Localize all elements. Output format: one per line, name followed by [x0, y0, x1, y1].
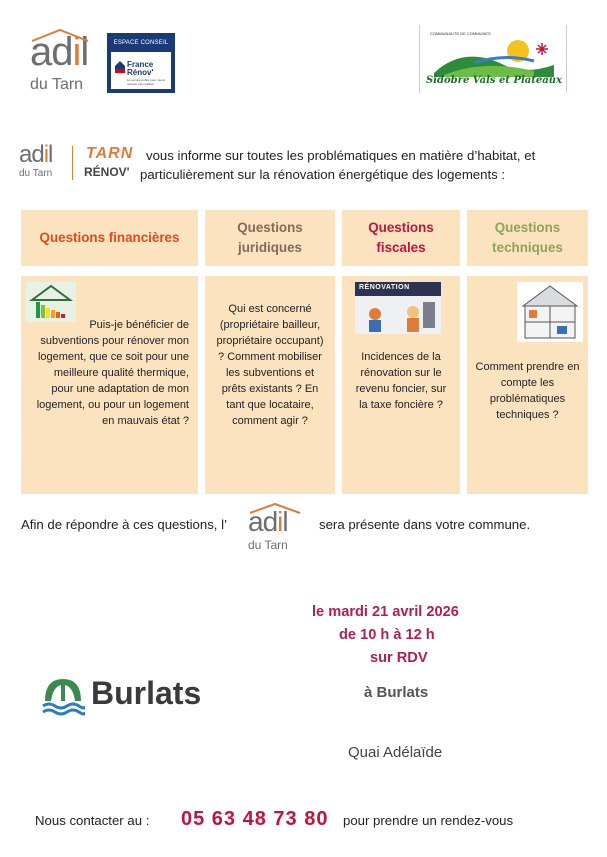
column-body-fiscal [342, 276, 460, 494]
espace-conseil-logo [107, 33, 175, 93]
burlats-emblem-icon [41, 675, 85, 717]
event-time: de 10 h à 12 h [339, 627, 435, 643]
adil-logo-text-l: l [80, 30, 89, 74]
column-title-financial: Questions financières [39, 230, 180, 245]
column-text-financial: Puis-je bénéficier de subventions pour rénover mon logement, que ce soit pour une meilleure qualité thermique, pour une adaptation de mon logement, ou pour un logement en mauvais état ? [36, 319, 189, 427]
adil-roof-icon [30, 28, 90, 47]
column-body-juridical [205, 276, 335, 494]
tarn-renov-top: TARN [86, 145, 134, 162]
adil-logo-header [24, 28, 104, 94]
column-title-technical-l2: techniques [492, 240, 563, 255]
event-rdv: sur RDV [370, 650, 428, 666]
event-place: à Burlats [364, 684, 429, 701]
adil-logo-text-i: i [72, 30, 81, 74]
tarn-renov-bottom: RÉNOV' [84, 165, 130, 179]
column-text-fiscal: Incidences de la rénovation sur le revenu foncier, sur la taxe foncière ? [355, 351, 447, 411]
column-title-juridical-l1: Questions [237, 220, 303, 235]
adil-logo-sub: du Tarn [30, 76, 84, 93]
adil-intro-text-l: l [48, 141, 53, 168]
adil-inline-text-i: i [277, 506, 283, 537]
column-body-financial [21, 276, 198, 494]
communaute-communes-name: Sidobre Vals et Plateaux [426, 75, 562, 86]
renovation-illustration-label: RÉNOVATION [359, 284, 410, 291]
column-title-fiscal-l1: Questions [368, 220, 434, 235]
column-header-technical [467, 210, 588, 266]
presence-before: Afin de répondre à ces questions, l’ [21, 517, 227, 532]
burlats-logo-name: Burlats [91, 675, 202, 711]
adil-inline-sub: du Tarn [248, 538, 288, 552]
communaute-communes-label: COMMUNAUTE DE COMMUNES [430, 31, 491, 36]
energy-house-icon [26, 282, 76, 322]
hills-sun-icon [434, 35, 554, 77]
espace-conseil-title: ESPACE CONSEIL [113, 40, 169, 46]
burlats-logo [41, 675, 241, 719]
event-date: le mardi 21 avril 2026 [312, 604, 459, 620]
adil-intro-text-i: i [43, 141, 49, 168]
presence-after: sera présente dans votre commune. [319, 517, 531, 532]
tarn-renov-logo [84, 145, 140, 185]
adil-logo-inline [244, 502, 304, 554]
column-body-technical [467, 276, 588, 494]
france-renov-brand: France Rénov' [127, 60, 154, 77]
adil-inline-text-a: ad [248, 506, 278, 537]
adil-logo-text-a: ad [30, 30, 73, 74]
adil-logo-intro [17, 140, 67, 184]
event-address: Quai Adélaïde [348, 744, 443, 761]
column-header-fiscal [342, 210, 460, 266]
column-title-fiscal-l2: fiscales [376, 240, 426, 255]
adil-inline-text-l: l [282, 506, 288, 537]
column-header-financial [21, 210, 198, 266]
house-cutaway-icon [517, 282, 583, 342]
adil-intro-text-a: ad [19, 141, 44, 168]
house-icon [114, 60, 126, 74]
column-title-juridical-l2: juridiques [238, 240, 302, 255]
column-text-juridical: Qui est concerné (propriétaire bailleur, propriétaire occupant) ? Comment mobiliser les subventions et prêts existants ? En tant que locataire, comment agir ? [216, 303, 324, 427]
contact-phone[interactable]: 05 63 48 73 80 [181, 808, 329, 830]
column-header-juridical [205, 210, 335, 266]
logo-divider [72, 146, 73, 180]
contact-suffix: pour prendre un rendez-vous [343, 813, 514, 828]
communaute-communes-logo [419, 25, 567, 93]
adil-intro-sub: du Tarn [19, 168, 53, 179]
column-title-technical-l1: Questions [494, 220, 561, 235]
intro-line-2: particulièrement sur la rénovation énergétique des logements : [140, 167, 506, 182]
france-renov-tagline: Le service public pour mieux rénover mon habitat [127, 78, 166, 86]
contact-prefix: Nous contacter au : [35, 813, 150, 828]
intro-line-1: vous informe sur toutes les problématiques en matière d’habitat, et [146, 148, 536, 163]
column-text-technical: Comment prendre en compte les problématiques techniques ? [475, 361, 580, 421]
